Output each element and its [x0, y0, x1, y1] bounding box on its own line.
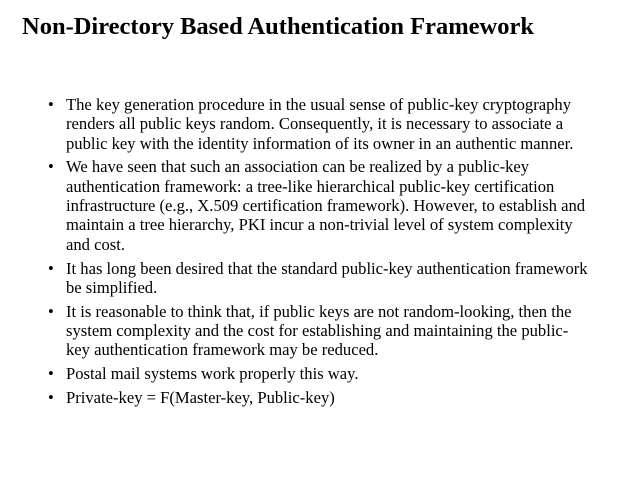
bullet-item: [48, 364, 588, 383]
bullet-item: [48, 388, 588, 407]
bullet-item: [48, 259, 588, 298]
bullet-icon: •: [48, 301, 54, 321]
bullet-text: It has long been desired that the standard public-key authentication framework be simplified.: [66, 258, 588, 297]
bullet-list: [48, 95, 588, 412]
bullet-icon: •: [48, 258, 54, 278]
bullet-text: We have seen that such an association can be realized by a public-key authentication framework: a tree-like hierarchical public-key certification infrastructure (e.g., X.509 certification framework). However, to establish and maintain a tree hierarchy, PKI incur a non-trivial level of system complexity and cost.: [66, 157, 586, 254]
bullet-text: Private-key = F(Master-key, Public-key): [66, 388, 335, 408]
bullet-icon: •: [48, 388, 54, 408]
bullet-item: [48, 95, 588, 153]
bullet-text: Postal mail systems work properly this way.: [66, 364, 359, 384]
bullet-item: [48, 302, 588, 360]
bullet-icon: •: [48, 157, 54, 177]
bullet-item: [48, 157, 588, 253]
bullet-text: The key generation procedure in the usual sense of public-key cryptography renders all public keys random. Consequently, it is necessary to associate a public key with the identity information of its owner in an authentic manner.: [66, 95, 574, 153]
bullet-icon: •: [48, 364, 54, 384]
slide-title: Non-Directory Based Authentication Framework: [22, 13, 534, 40]
bullet-text: It is reasonable to think that, if public keys are not random-looking, then the system complexity and the cost for establishing and maintaining the public-key authentication framework may be reduced.: [66, 301, 572, 360]
bullet-icon: •: [48, 95, 54, 114]
